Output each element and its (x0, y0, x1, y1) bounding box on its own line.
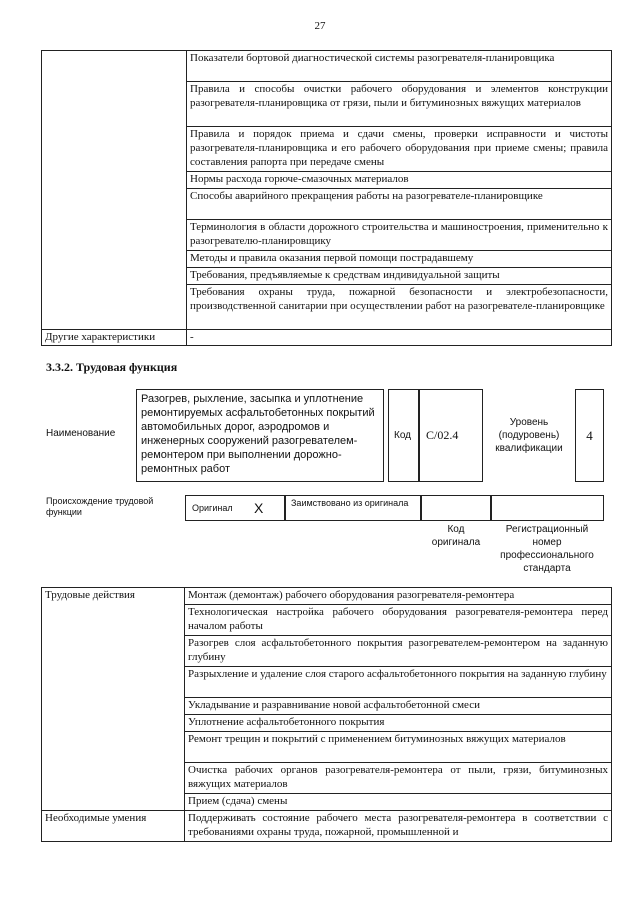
action-item: Технологическая настройка рабочего оборудования разогревателя-ремонтера перед началом работы (185, 605, 612, 636)
skills-label: Необходимые умения (42, 811, 185, 842)
knowledge-item: Показатели бортовой диагностической системы разогревателя-планировщика (187, 51, 612, 82)
original-label: Оригинал (192, 503, 233, 513)
section-heading: 3.3.2. Трудовая функция (46, 360, 178, 374)
code-label: Код (394, 430, 412, 441)
knowledge-item: Терминология в области дорожного строительства и машиностроения, применительно к разогревателю-планировщику (187, 220, 612, 251)
knowledge-item: Методы и правила оказания первой помощи пострадавшему (187, 251, 612, 268)
actions-table (41, 587, 612, 842)
page-number: 27 (314, 20, 326, 32)
action-item: Уплотнение асфальтобетонного покрытия (185, 715, 612, 732)
function-name-box (136, 389, 384, 482)
code-label-box (388, 389, 419, 482)
reg-number-caption: Регистрационный номер профессионального стандарта (500, 524, 594, 574)
table-row (42, 330, 612, 346)
action-item: Прием (сдача) смены (185, 794, 612, 811)
borrowed-box (285, 495, 421, 521)
borrowed-label: Заимствовано из оригинала (291, 498, 409, 508)
level-value: 4 (586, 428, 593, 443)
table-row (42, 51, 612, 82)
level-label: Уровень (подуровень) квалификации (495, 417, 563, 454)
original-box (185, 495, 285, 521)
action-item: Ремонт трещин и покрытий с применением битуминозных вяжущих материалов (185, 732, 612, 763)
name-label: Наименование (46, 428, 116, 439)
other-characteristics-value: - (187, 330, 612, 346)
code-original-caption: Код оригинала (431, 524, 481, 548)
knowledge-item: Требования охраны труда, пожарной безопасности и электробезопасности, производственной санитарии при осуществлении работ на разогревателе-планировщике (187, 285, 612, 330)
function-name-value: Разогрев, рыхление, засыпка и уплотнение ремонтируемых асфальтобетонных покрытий автомобильных дорог, аэродромов и инженерных сооружений разогревателем-ремонтером при выполнении дорожно-ремонтных работ (141, 393, 375, 475)
knowledge-item: Правила и порядок приема и сдачи смены, проверки исправности и чистоты разогревателя-планировщика и его рабочего оборудования при приеме смены; правила составления рапорта при передаче смены (187, 127, 612, 172)
original-mark: X (254, 500, 264, 516)
origin-label: Происхождение трудовой функции (46, 496, 154, 517)
knowledge-item: Нормы расхода горюче-смазочных материалов (187, 172, 612, 189)
actions-label: Трудовые действия (42, 588, 185, 811)
action-item: Монтаж (демонтаж) рабочего оборудования разогревателя-ремонтера (185, 588, 612, 605)
action-item: Разрыхление и удаление слоя старого асфальтобетонного покрытия на заданную глубину (185, 667, 612, 698)
level-value-box (575, 389, 604, 482)
action-item: Очистка рабочих органов разогревателя-ремонтера от пыли, грязи, битуминозных вяжущих материалов (185, 763, 612, 794)
code-original-box (421, 495, 491, 521)
action-item: Укладывание и разравнивание новой асфальтобетонной смеси (185, 698, 612, 715)
knowledge-table (41, 50, 612, 346)
knowledge-label-cell (42, 51, 187, 330)
other-characteristics-label: Другие характеристики (42, 330, 187, 346)
knowledge-item: Требования, предъявляемые к средствам индивидуальной защиты (187, 268, 612, 285)
reg-number-box (491, 495, 604, 521)
code-value: C/02.4 (426, 428, 459, 442)
skill-item: Поддерживать состояние рабочего места разогревателя-ремонтера в соответствии с требованиями охраны труда, пожарной, промышленной и (185, 811, 612, 842)
knowledge-item: Правила и способы очистки рабочего оборудования и элементов конструкции разогревателя-планировщика от грязи, пыли и битуминозных вяжущих материалов (187, 82, 612, 127)
table-row (42, 811, 612, 842)
table-row (42, 588, 612, 605)
action-item: Разогрев слоя асфальтобетонного покрытия разогревателем-ремонтером на заданную глубину (185, 636, 612, 667)
knowledge-item: Способы аварийного прекращения работы на разогревателе-планировщике (187, 189, 612, 220)
code-value-box (419, 389, 483, 482)
